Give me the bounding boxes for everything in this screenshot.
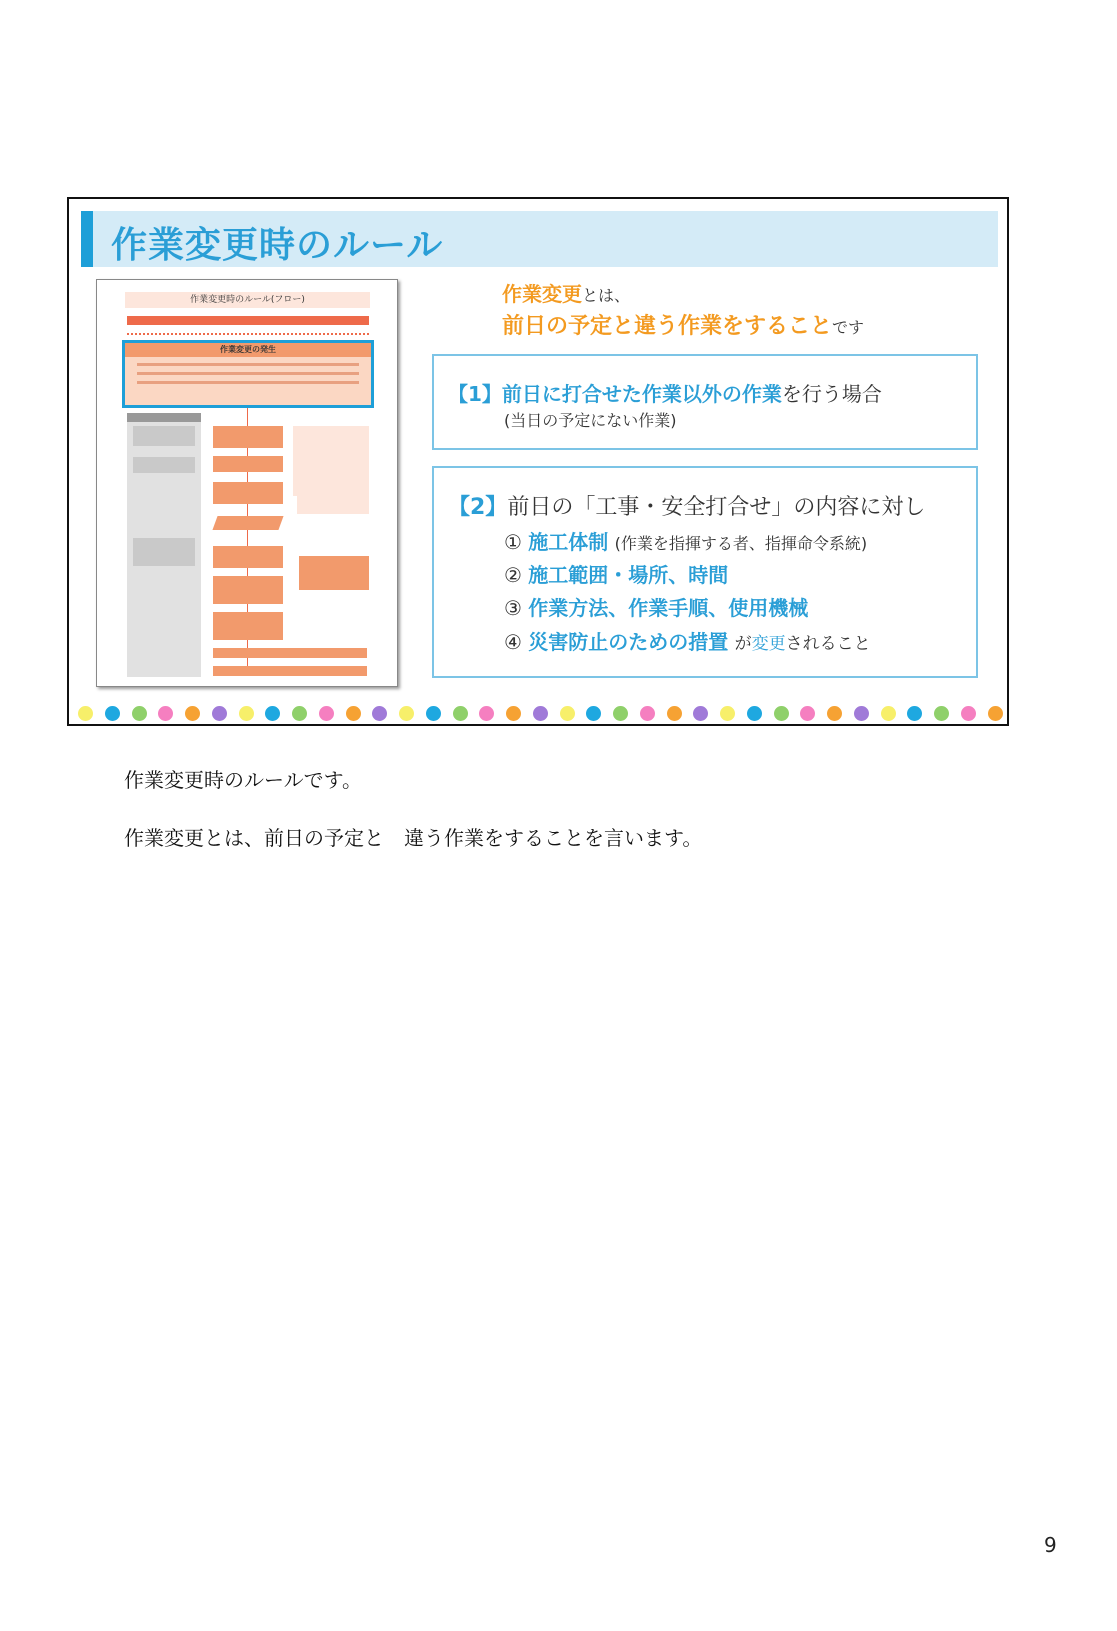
decorative-dot bbox=[132, 706, 147, 721]
slide bbox=[67, 197, 1009, 726]
flow-box bbox=[213, 456, 283, 472]
flow-box bbox=[213, 612, 283, 640]
decorative-dot bbox=[854, 706, 869, 721]
item-suffix-highlight: 変更 bbox=[751, 634, 786, 654]
item-highlight: 作業方法、作業手順、使用機械 bbox=[528, 596, 809, 620]
case-1-highlight: 前日に打合せた作業以外の作業 bbox=[501, 382, 782, 406]
flow-note bbox=[297, 472, 369, 514]
decorative-dot bbox=[319, 706, 334, 721]
decorative-dot bbox=[426, 706, 441, 721]
definition-term-suffix: とは、 bbox=[582, 286, 631, 305]
decorative-dot bbox=[453, 706, 468, 721]
decorative-dot bbox=[640, 706, 655, 721]
case-1-box bbox=[432, 354, 978, 450]
flow-box bbox=[213, 426, 283, 448]
decorative-dot bbox=[961, 706, 976, 721]
flow-box bbox=[133, 457, 195, 473]
decorative-dot bbox=[693, 706, 708, 721]
decorative-dot bbox=[158, 706, 173, 721]
decorative-dot bbox=[747, 706, 762, 721]
definition-meaning-suffix: です bbox=[832, 318, 865, 337]
decorative-dot bbox=[800, 706, 815, 721]
flow-box bbox=[213, 482, 283, 504]
flow-box bbox=[133, 538, 195, 566]
decorative-dot bbox=[506, 706, 521, 721]
decorative-dot bbox=[907, 706, 922, 721]
title-bar bbox=[81, 211, 998, 267]
decorative-dot bbox=[105, 706, 120, 721]
decorative-dot bbox=[667, 706, 682, 721]
item-highlight: 施工体制 bbox=[528, 530, 609, 554]
note-line: 作業変更時のルールです。 bbox=[124, 768, 362, 792]
case-1-note: (当日の予定にない作業) bbox=[504, 411, 677, 430]
decorative-dot bbox=[533, 706, 548, 721]
decorative-dot bbox=[239, 706, 254, 721]
decorative-dot bbox=[292, 706, 307, 721]
case-1-suffix: を行う場合 bbox=[781, 382, 882, 406]
case-2-box bbox=[432, 466, 978, 678]
flow-box bbox=[133, 426, 195, 446]
decorative-dot bbox=[774, 706, 789, 721]
flowchart-thumbnail bbox=[96, 279, 398, 687]
decorative-dot bbox=[399, 706, 414, 721]
flow-box bbox=[213, 666, 367, 676]
item-number: ① bbox=[504, 530, 522, 554]
decorative-dot bbox=[185, 706, 200, 721]
slide-title: 作業変更時のルール bbox=[111, 225, 444, 266]
decorative-dot bbox=[212, 706, 227, 721]
decorative-dot bbox=[265, 706, 280, 721]
decorative-dot bbox=[346, 706, 361, 721]
flowchart-occurrence-box bbox=[122, 340, 374, 408]
decorative-dot bbox=[988, 706, 1003, 721]
decorative-dots bbox=[69, 706, 1009, 722]
definition-term: 作業変更 bbox=[502, 282, 582, 306]
item-suffix: (作業を指揮する者、指揮命令系統) bbox=[614, 534, 868, 553]
decorative-dot bbox=[479, 706, 494, 721]
decorative-dot bbox=[881, 706, 896, 721]
decorative-dot bbox=[586, 706, 601, 721]
flowchart-title: 作業変更時のルール(フロー) bbox=[125, 292, 370, 308]
flow-decision bbox=[212, 516, 283, 530]
decorative-dot bbox=[372, 706, 387, 721]
item-suffix: されること bbox=[785, 634, 871, 654]
item-highlight: 災害防止のための措置 bbox=[528, 630, 729, 654]
item-highlight: 施工範囲・場所、時間 bbox=[528, 563, 729, 587]
item-suffix: が bbox=[734, 634, 752, 654]
page-number: 9 bbox=[1044, 1533, 1057, 1557]
decorative-dot bbox=[613, 706, 628, 721]
flow-box bbox=[299, 556, 369, 590]
decorative-dot bbox=[560, 706, 575, 721]
flow-box bbox=[213, 546, 283, 568]
flow-box bbox=[213, 576, 283, 604]
decorative-dot bbox=[934, 706, 949, 721]
case-2-lead: 前日の「工事・安全打合せ」の内容に対し bbox=[507, 495, 926, 520]
definition bbox=[502, 279, 864, 343]
note-line: 作業変更とは、前日の予定と 違う作業をすることを言います。 bbox=[124, 826, 703, 850]
flowchart-subtitle bbox=[127, 329, 369, 335]
item-number: ③ bbox=[504, 596, 522, 620]
item-number: ② bbox=[504, 563, 522, 587]
item-number: ④ bbox=[504, 630, 522, 654]
case-2-marker: 【2】 bbox=[448, 495, 508, 520]
decorative-dot bbox=[78, 706, 93, 721]
definition-meaning: 前日の予定と違う作業をすること bbox=[502, 314, 833, 339]
title-accent bbox=[81, 211, 93, 267]
occurrence-heading: 作業変更の発生 bbox=[125, 343, 371, 357]
decorative-dot bbox=[720, 706, 735, 721]
flow-box bbox=[213, 648, 367, 658]
decorative-dot bbox=[827, 706, 842, 721]
flowchart-banner bbox=[127, 316, 369, 325]
case-1-marker: 【1】 bbox=[448, 382, 502, 406]
